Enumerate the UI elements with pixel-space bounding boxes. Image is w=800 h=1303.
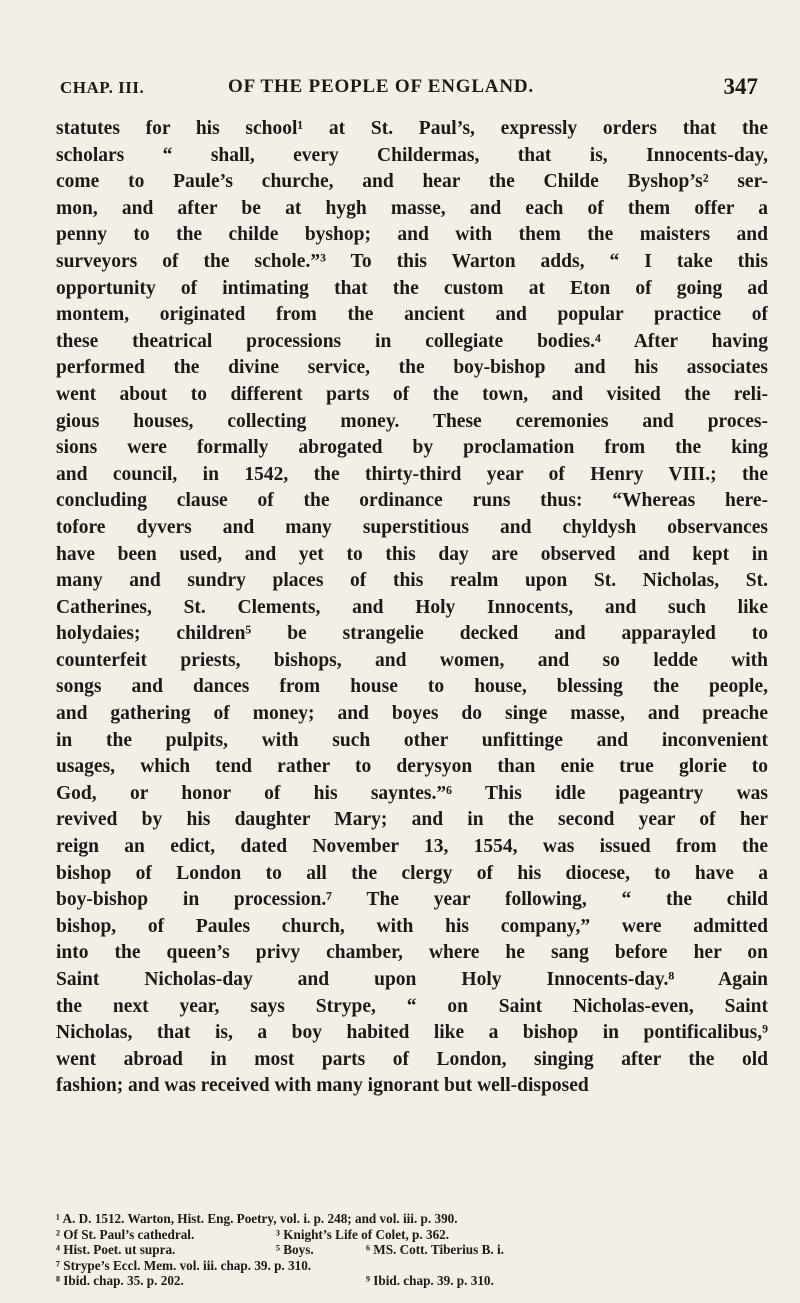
text-line: reign an edict, dated November 13, 1554, was issued from the bbox=[56, 836, 768, 858]
footnote-7: ⁷ Strype’s Eccl. Mem. vol. iii. chap. 39. p. 310. bbox=[56, 1257, 312, 1273]
text-line: Catherines, St. Clements, and Holy Innocents, and such like bbox=[56, 596, 768, 618]
body-text bbox=[56, 116, 768, 1100]
text-line: performed the divine service, the boy-bishop and his associates bbox=[56, 357, 768, 379]
text-line: songs and dances from house to house, blessing the people, bbox=[56, 676, 768, 698]
text-line: went about to different parts of the town, and visited the reli- bbox=[56, 383, 768, 405]
text-line: statutes for his school¹ at St. Paul’s, expressly orders that the bbox=[56, 118, 768, 139]
text-line: opportunity of intimating that the custom at Eton of going ad bbox=[56, 277, 768, 299]
text-line: have been used, and yet to this day are observed and kept in bbox=[56, 543, 768, 565]
footnote-row bbox=[56, 1227, 768, 1243]
text-line: penny to the childe byshop; and with them the maisters and bbox=[56, 224, 768, 246]
text-line: and gathering of money; and boyes do singe masse, and preache bbox=[56, 703, 768, 725]
text-line: bishop, of Paules church, with his company,” were admitted bbox=[56, 915, 768, 937]
text-line: come to Paule’s churche, and hear the Childe Byshop’s² ser- bbox=[56, 171, 768, 193]
text-line: these theatrical processions in collegiate bodies.⁴ After having bbox=[56, 330, 768, 352]
text-line: holydaies; children⁵ be strangelie decked and apparayled to bbox=[56, 623, 768, 645]
running-title: OF THE PEOPLE OF ENGLAND. bbox=[228, 76, 534, 97]
footnote-3: ³ Knight’s Life of Colet, p. 362. bbox=[276, 1226, 450, 1242]
text-line: in the pulpits, with such other unfittinge and inconvenient bbox=[56, 729, 768, 751]
footnote-5: ⁵ Boys. bbox=[276, 1242, 314, 1258]
text-line: revived by his daughter Mary; and in the second year of her bbox=[56, 809, 768, 831]
footnote-4: ⁴ Hist. Poet. ut supra. bbox=[56, 1242, 176, 1258]
text-line: into the queen’s privy chamber, where he sang before her on bbox=[56, 942, 768, 964]
text-line: many and sundry places of this realm upon St. Nicholas, St. bbox=[56, 570, 768, 592]
text-line: tofore dyvers and many superstitious and chyldysh observances bbox=[56, 516, 768, 538]
footnote-8: ⁸ Ibid. chap. 35. p. 202. bbox=[56, 1273, 184, 1289]
footnote-2: ² Of St. Paul’s cathedral. bbox=[56, 1226, 195, 1242]
text-line: God, or honor of his sayntes.”⁶ This idle pageantry was bbox=[56, 782, 768, 804]
text-line: bishop of London to all the clergy of his diocese, to have a bbox=[56, 862, 768, 884]
footnote-row bbox=[56, 1211, 768, 1227]
chapter-label: CHAP. III. bbox=[60, 78, 145, 97]
text-line: the next year, says Strype, “ on Saint Nicholas-even, Saint bbox=[56, 995, 768, 1017]
footnote-1: ¹ A. D. 1512. Warton, Hist. Eng. Poetry, vol. i. p. 248; and vol. iii. p. 390. bbox=[56, 1211, 458, 1226]
text-line: scholars “ shall, every Childermas, that is, Innocents-day, bbox=[56, 144, 768, 166]
text-line: boy-bishop in procession.⁷ The year following, “ the child bbox=[56, 889, 768, 911]
footnote-row bbox=[56, 1242, 768, 1258]
text-line: fashion; and was received with many ignorant but well-disposed bbox=[56, 1075, 589, 1097]
text-line: concluding clause of the ordinance runs thus: “Whereas here- bbox=[56, 490, 768, 512]
text-line: gious houses, collecting money. These ceremonies and proces- bbox=[56, 410, 768, 432]
page-number: 347 bbox=[723, 74, 758, 99]
text-line: sions were formally abrogated by proclamation from the king bbox=[56, 437, 768, 459]
text-line: surveyors of the schole.”³ To this Warton adds, “ I take this bbox=[56, 250, 768, 272]
footnote-row bbox=[56, 1273, 768, 1289]
text-line: usages, which tend rather to derysyon than enie true glorie to bbox=[56, 756, 768, 778]
footnote-6: ⁶ MS. Cott. Tiberius B. i. bbox=[366, 1242, 504, 1258]
text-line: Saint Nicholas-day and upon Holy Innocents-day.⁸ Again bbox=[56, 969, 768, 990]
text-line: went abroad in most parts of London, singing after the old bbox=[56, 1048, 768, 1070]
footnote-9: ⁹ Ibid. chap. 39. p. 310. bbox=[366, 1273, 494, 1289]
footnotes bbox=[56, 1211, 768, 1289]
text-line: montem, originated from the ancient and popular practice of bbox=[56, 304, 768, 326]
running-header bbox=[52, 54, 768, 99]
text-line: counterfeit priests, bishops, and women, and so ledde with bbox=[56, 649, 768, 671]
text-line: and council, in 1542, the thirty-third year of Henry VIII.; the bbox=[56, 463, 768, 485]
footnote-row bbox=[56, 1258, 768, 1274]
text-line: Nicholas, that is, a boy habited like a bishop in pontificalibus,⁹ bbox=[56, 1022, 768, 1044]
text-line: mon, and after be at hygh masse, and each of them offer a bbox=[56, 197, 768, 219]
